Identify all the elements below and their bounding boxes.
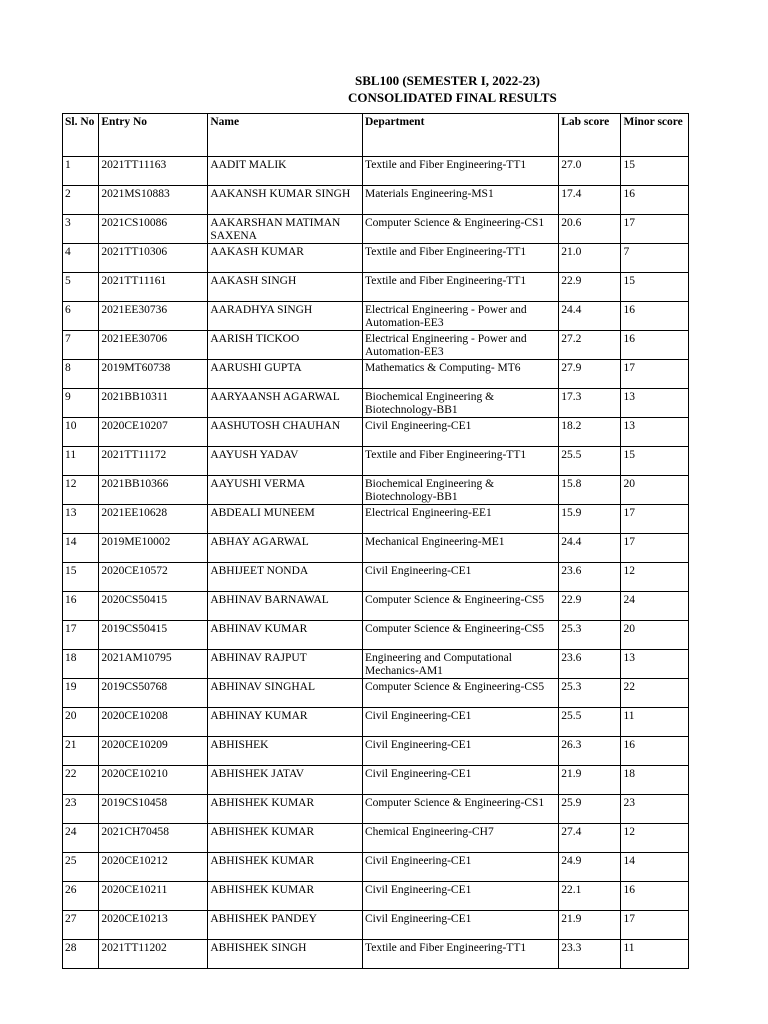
cell-department: Computer Science & Engineering-CS5 <box>363 679 559 708</box>
table-row <box>63 215 689 244</box>
cell-entry-no: 2021TT11163 <box>99 157 208 186</box>
cell-minor-score: 17 <box>621 215 689 244</box>
cell-department: Biochemical Engineering & Biotechnology-BB1 <box>363 389 559 418</box>
cell-sl-no: 19 <box>63 679 99 708</box>
table-row <box>63 708 689 737</box>
cell-name: AARISH TICKOO <box>208 331 363 360</box>
cell-sl-no: 18 <box>63 650 99 679</box>
cell-entry-no: 2020CE10210 <box>99 766 208 795</box>
cell-name: AAKARSHAN MATIMAN SAXENA <box>208 215 363 244</box>
cell-name: ABHISHEK <box>208 737 363 766</box>
cell-department: Computer Science & Engineering-CS5 <box>363 621 559 650</box>
cell-lab-score: 24.9 <box>559 853 621 882</box>
cell-sl-no: 7 <box>63 331 99 360</box>
cell-department: Civil Engineering-CE1 <box>363 911 559 940</box>
cell-minor-score: 14 <box>621 853 689 882</box>
cell-entry-no: 2021CS10086 <box>99 215 208 244</box>
cell-department: Electrical Engineering-EE1 <box>363 505 559 534</box>
table-header-row <box>63 114 689 157</box>
table-body <box>63 157 689 969</box>
cell-entry-no: 2019CS50768 <box>99 679 208 708</box>
cell-entry-no: 2021AM10795 <box>99 650 208 679</box>
cell-sl-no: 2 <box>63 186 99 215</box>
cell-name: AAKANSH KUMAR SINGH <box>208 186 363 215</box>
cell-lab-score: 27.9 <box>559 360 621 389</box>
cell-minor-score: 13 <box>621 418 689 447</box>
table-row <box>63 331 689 360</box>
cell-minor-score: 13 <box>621 389 689 418</box>
cell-lab-score: 21.0 <box>559 244 621 273</box>
table-row <box>63 650 689 679</box>
cell-lab-score: 22.9 <box>559 592 621 621</box>
cell-department: Chemical Engineering-CH7 <box>363 824 559 853</box>
cell-department: Civil Engineering-CE1 <box>363 708 559 737</box>
cell-entry-no: 2019CS10458 <box>99 795 208 824</box>
cell-lab-score: 22.9 <box>559 273 621 302</box>
cell-lab-score: 23.3 <box>559 940 621 969</box>
cell-department: Biochemical Engineering & Biotechnology-BB1 <box>363 476 559 505</box>
cell-sl-no: 12 <box>63 476 99 505</box>
cell-department: Civil Engineering-CE1 <box>363 418 559 447</box>
cell-entry-no: 2021BB10366 <box>99 476 208 505</box>
cell-entry-no: 2021CH70458 <box>99 824 208 853</box>
column-header-entry-no: Entry No <box>99 114 208 157</box>
cell-lab-score: 27.0 <box>559 157 621 186</box>
cell-minor-score: 16 <box>621 302 689 331</box>
cell-lab-score: 24.4 <box>559 302 621 331</box>
cell-name: ABHINAV KUMAR <box>208 621 363 650</box>
cell-name: ABHINAY KUMAR <box>208 708 363 737</box>
table-row <box>63 302 689 331</box>
table-row <box>63 824 689 853</box>
cell-sl-no: 8 <box>63 360 99 389</box>
cell-name: AAKASH SINGH <box>208 273 363 302</box>
column-header-department: Department <box>363 114 559 157</box>
cell-sl-no: 9 <box>63 389 99 418</box>
cell-lab-score: 25.9 <box>559 795 621 824</box>
cell-minor-score: 13 <box>621 650 689 679</box>
cell-sl-no: 3 <box>63 215 99 244</box>
cell-minor-score: 16 <box>621 882 689 911</box>
cell-department: Textile and Fiber Engineering-TT1 <box>363 273 559 302</box>
cell-minor-score: 22 <box>621 679 689 708</box>
table-row <box>63 186 689 215</box>
table-row <box>63 534 689 563</box>
cell-department: Mechanical Engineering-ME1 <box>363 534 559 563</box>
cell-name: ABHAY AGARWAL <box>208 534 363 563</box>
cell-lab-score: 15.9 <box>559 505 621 534</box>
cell-department: Civil Engineering-CE1 <box>363 737 559 766</box>
cell-sl-no: 20 <box>63 708 99 737</box>
course-title: SBL100 (SEMESTER I, 2022-23) <box>355 73 540 88</box>
cell-minor-score: 12 <box>621 563 689 592</box>
table-row <box>63 418 689 447</box>
table-row <box>63 157 689 186</box>
cell-sl-no: 13 <box>63 505 99 534</box>
table-row <box>63 273 689 302</box>
table-row <box>63 563 689 592</box>
cell-lab-score: 27.4 <box>559 824 621 853</box>
cell-sl-no: 5 <box>63 273 99 302</box>
cell-sl-no: 11 <box>63 447 99 476</box>
cell-lab-score: 25.5 <box>559 447 621 476</box>
cell-minor-score: 20 <box>621 621 689 650</box>
cell-sl-no: 23 <box>63 795 99 824</box>
cell-department: Materials Engineering-MS1 <box>363 186 559 215</box>
cell-sl-no: 4 <box>63 244 99 273</box>
cell-name: AAYUSH YADAV <box>208 447 363 476</box>
cell-minor-score: 11 <box>621 940 689 969</box>
cell-lab-score: 15.8 <box>559 476 621 505</box>
cell-lab-score: 20.6 <box>559 215 621 244</box>
cell-minor-score: 17 <box>621 534 689 563</box>
cell-department: Electrical Engineering - Power and Automation-EE3 <box>363 331 559 360</box>
cell-name: ABHISHEK SINGH <box>208 940 363 969</box>
cell-name: ABHISHEK KUMAR <box>208 853 363 882</box>
cell-minor-score: 7 <box>621 244 689 273</box>
cell-name: ABHINAV RAJPUT <box>208 650 363 679</box>
results-subtitle: CONSOLIDATED FINAL RESULTS <box>348 90 557 105</box>
cell-lab-score: 26.3 <box>559 737 621 766</box>
cell-lab-score: 25.3 <box>559 679 621 708</box>
cell-name: ABDEALI MUNEEM <box>208 505 363 534</box>
cell-minor-score: 17 <box>621 360 689 389</box>
cell-department: Civil Engineering-CE1 <box>363 766 559 795</box>
cell-name: AADIT MALIK <box>208 157 363 186</box>
table-row <box>63 795 689 824</box>
cell-sl-no: 1 <box>63 157 99 186</box>
cell-entry-no: 2021TT11202 <box>99 940 208 969</box>
cell-lab-score: 27.2 <box>559 331 621 360</box>
document-title <box>0 72 768 106</box>
table-row <box>63 766 689 795</box>
cell-minor-score: 24 <box>621 592 689 621</box>
column-header-minor-score: Minor score <box>621 114 689 157</box>
cell-department: Mathematics & Computing- MT6 <box>363 360 559 389</box>
cell-sl-no: 10 <box>63 418 99 447</box>
table-row <box>63 737 689 766</box>
cell-sl-no: 22 <box>63 766 99 795</box>
cell-minor-score: 16 <box>621 186 689 215</box>
cell-name: ABHISHEK KUMAR <box>208 882 363 911</box>
table-row <box>63 389 689 418</box>
cell-minor-score: 17 <box>621 505 689 534</box>
cell-entry-no: 2021EE30736 <box>99 302 208 331</box>
cell-entry-no: 2021TT10306 <box>99 244 208 273</box>
cell-sl-no: 14 <box>63 534 99 563</box>
table-row <box>63 679 689 708</box>
cell-lab-score: 24.4 <box>559 534 621 563</box>
cell-lab-score: 17.3 <box>559 389 621 418</box>
cell-name: AAKASH KUMAR <box>208 244 363 273</box>
table-row <box>63 505 689 534</box>
cell-minor-score: 12 <box>621 824 689 853</box>
cell-minor-score: 17 <box>621 911 689 940</box>
cell-lab-score: 21.9 <box>559 766 621 795</box>
cell-sl-no: 16 <box>63 592 99 621</box>
cell-minor-score: 20 <box>621 476 689 505</box>
table-row <box>63 940 689 969</box>
cell-name: ABHISHEK KUMAR <box>208 795 363 824</box>
cell-minor-score: 15 <box>621 273 689 302</box>
cell-department: Civil Engineering-CE1 <box>363 882 559 911</box>
cell-department: Textile and Fiber Engineering-TT1 <box>363 447 559 476</box>
cell-department: Computer Science & Engineering-CS5 <box>363 592 559 621</box>
cell-entry-no: 2020CE10207 <box>99 418 208 447</box>
cell-sl-no: 24 <box>63 824 99 853</box>
cell-minor-score: 15 <box>621 157 689 186</box>
cell-name: AASHUTOSH CHAUHAN <box>208 418 363 447</box>
table-row <box>63 592 689 621</box>
cell-name: AAYUSHI VERMA <box>208 476 363 505</box>
cell-department: Computer Science & Engineering-CS1 <box>363 795 559 824</box>
cell-minor-score: 15 <box>621 447 689 476</box>
cell-entry-no: 2021BB10311 <box>99 389 208 418</box>
cell-department: Textile and Fiber Engineering-TT1 <box>363 940 559 969</box>
cell-entry-no: 2020CS50415 <box>99 592 208 621</box>
cell-department: Civil Engineering-CE1 <box>363 853 559 882</box>
cell-minor-score: 16 <box>621 737 689 766</box>
cell-sl-no: 25 <box>63 853 99 882</box>
cell-lab-score: 25.5 <box>559 708 621 737</box>
cell-entry-no: 2020CE10572 <box>99 563 208 592</box>
cell-entry-no: 2019CS50415 <box>99 621 208 650</box>
cell-lab-score: 17.4 <box>559 186 621 215</box>
cell-name: ABHINAV SINGHAL <box>208 679 363 708</box>
cell-entry-no: 2020CE10209 <box>99 737 208 766</box>
table-row <box>63 911 689 940</box>
cell-name: ABHIJEET NONDA <box>208 563 363 592</box>
cell-entry-no: 2021EE30706 <box>99 331 208 360</box>
table-row <box>63 476 689 505</box>
cell-entry-no: 2020CE10208 <box>99 708 208 737</box>
cell-entry-no: 2021TT11172 <box>99 447 208 476</box>
cell-name: AARADHYA SINGH <box>208 302 363 331</box>
cell-name: ABHISHEK JATAV <box>208 766 363 795</box>
table-row <box>63 447 689 476</box>
cell-name: AARUSHI GUPTA <box>208 360 363 389</box>
cell-department: Textile and Fiber Engineering-TT1 <box>363 244 559 273</box>
cell-name: ABHISHEK PANDEY <box>208 911 363 940</box>
cell-sl-no: 15 <box>63 563 99 592</box>
cell-lab-score: 25.3 <box>559 621 621 650</box>
cell-name: ABHISHEK KUMAR <box>208 824 363 853</box>
cell-entry-no: 2021MS10883 <box>99 186 208 215</box>
cell-lab-score: 22.1 <box>559 882 621 911</box>
cell-name: AARYAANSH AGARWAL <box>208 389 363 418</box>
cell-minor-score: 16 <box>621 331 689 360</box>
table-row <box>63 853 689 882</box>
cell-entry-no: 2019ME10002 <box>99 534 208 563</box>
cell-sl-no: 21 <box>63 737 99 766</box>
cell-minor-score: 11 <box>621 708 689 737</box>
cell-department: Engineering and Computational Mechanics-AM1 <box>363 650 559 679</box>
column-header-lab-score: Lab score <box>559 114 621 157</box>
results-table <box>62 113 689 969</box>
cell-department: Electrical Engineering - Power and Automation-EE3 <box>363 302 559 331</box>
cell-lab-score: 18.2 <box>559 418 621 447</box>
cell-sl-no: 27 <box>63 911 99 940</box>
cell-entry-no: 2020CE10212 <box>99 853 208 882</box>
cell-sl-no: 26 <box>63 882 99 911</box>
column-header-sl-no: Sl. No <box>63 114 99 157</box>
table-row <box>63 621 689 650</box>
cell-entry-no: 2021TT11161 <box>99 273 208 302</box>
cell-department: Computer Science & Engineering-CS1 <box>363 215 559 244</box>
cell-name: ABHINAV BARNAWAL <box>208 592 363 621</box>
column-header-name: Name <box>208 114 363 157</box>
cell-sl-no: 17 <box>63 621 99 650</box>
cell-sl-no: 6 <box>63 302 99 331</box>
cell-entry-no: 2020CE10211 <box>99 882 208 911</box>
cell-sl-no: 28 <box>63 940 99 969</box>
table-row <box>63 882 689 911</box>
cell-lab-score: 21.9 <box>559 911 621 940</box>
cell-entry-no: 2021EE10628 <box>99 505 208 534</box>
cell-lab-score: 23.6 <box>559 563 621 592</box>
cell-department: Textile and Fiber Engineering-TT1 <box>363 157 559 186</box>
table-row <box>63 244 689 273</box>
cell-entry-no: 2020CE10213 <box>99 911 208 940</box>
table-row <box>63 360 689 389</box>
cell-minor-score: 18 <box>621 766 689 795</box>
cell-entry-no: 2019MT60738 <box>99 360 208 389</box>
cell-minor-score: 23 <box>621 795 689 824</box>
cell-department: Civil Engineering-CE1 <box>363 563 559 592</box>
cell-lab-score: 23.6 <box>559 650 621 679</box>
